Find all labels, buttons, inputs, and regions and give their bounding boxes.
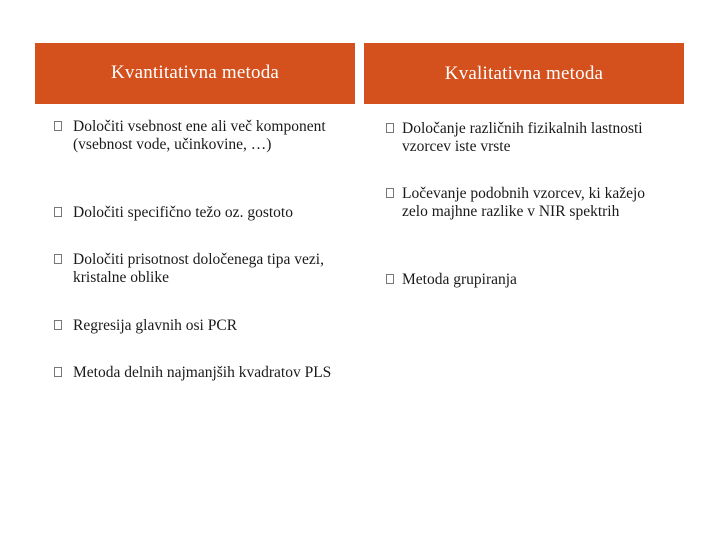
square-bullet-icon bbox=[54, 121, 62, 131]
list-item-text: Regresija glavnih osi PCR bbox=[73, 317, 238, 334]
left-header-title: Kvantitativna metoda bbox=[110, 62, 280, 83]
square-bullet-icon bbox=[386, 123, 394, 133]
list-item-text: Določanje različnih fizikalnih lastnosti vzorcev iste vrste bbox=[402, 120, 643, 155]
list-item bbox=[35, 118, 355, 154]
list-item-text: Metoda delnih najmanjših kvadratov PLS bbox=[73, 364, 332, 381]
list-item bbox=[35, 251, 355, 287]
square-bullet-icon bbox=[54, 207, 62, 217]
square-bullet-icon bbox=[386, 188, 394, 198]
list-item-text: Metoda grupiranja bbox=[402, 271, 517, 288]
list-item-text: Ločevanje podobnih vzorcev, ki kažejo zelo majhne razlike v NIR spektrih bbox=[402, 185, 646, 220]
list-item bbox=[35, 204, 355, 222]
square-bullet-icon bbox=[54, 367, 62, 377]
list-item bbox=[35, 364, 355, 382]
list-item-text: Določiti specifično težo oz. gostoto bbox=[73, 204, 293, 221]
list-item bbox=[364, 271, 684, 289]
square-bullet-icon bbox=[54, 254, 62, 264]
list-item-text: Določiti prisotnost določenega tipa vezi, kristalne oblike bbox=[73, 251, 324, 286]
list-item bbox=[364, 120, 684, 156]
square-bullet-icon bbox=[386, 274, 394, 284]
list-item bbox=[35, 317, 355, 335]
square-bullet-icon bbox=[54, 320, 62, 330]
right-column-header bbox=[364, 43, 684, 104]
list-item-text: Določiti vsebnost ene ali več komponent (vsebnost vode, učinkovine, …) bbox=[73, 118, 326, 153]
right-header-title: Kvalitativna metoda bbox=[444, 62, 604, 84]
list-item bbox=[364, 185, 684, 221]
left-column-header bbox=[35, 43, 355, 104]
